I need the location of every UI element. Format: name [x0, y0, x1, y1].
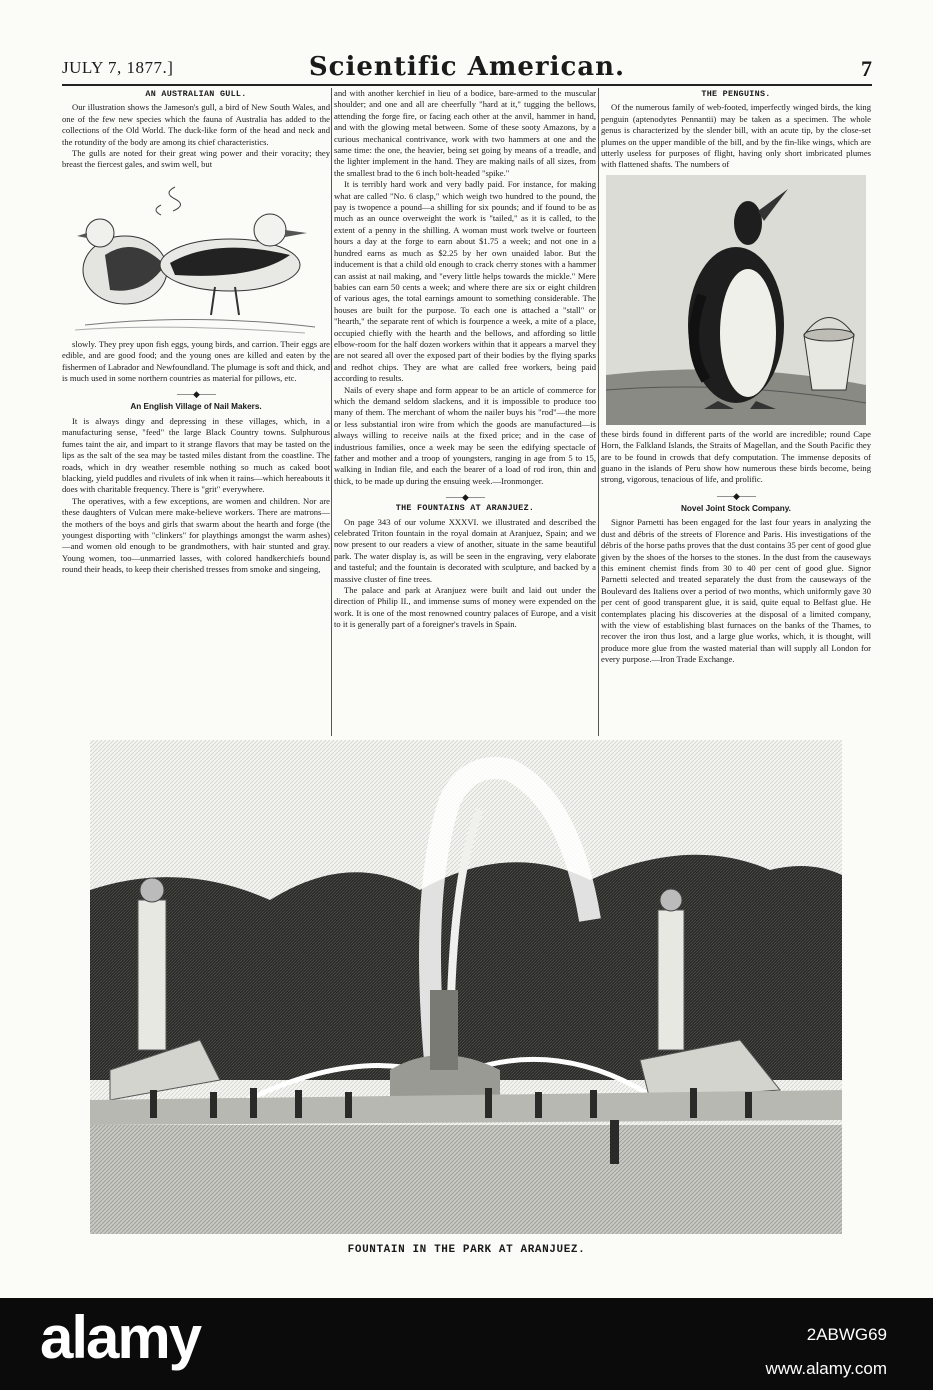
article-heading-penguins: THE PENGUINS.: [701, 89, 771, 99]
article-paragraph: Of the numerous family of web-footed, imperfectly winged birds, the king penguin (aptenodytes Pennantii) may be taken as a specimen. The whole genus is characterized by the slender bill, with an acute tip, by the close-set plumes on the upper mandible of the bill, and by the fin-like wings, which are utterly useless for purposes of flight, having only short imbricated plumes with flattened shafts. The numbers of: [601, 102, 871, 170]
alamy-logo: alamy: [40, 1304, 201, 1371]
penguin-illustration: [606, 175, 866, 425]
article-paragraph: It is terribly hard work and very badly paid. For instance, for making what are called "No. 6 clasp," which weigh two hundred to the pound, the pay is twopence a pound—a shilling for six pounds; and if found to be as much as an ounce overweight the work is "tailed," as it is called, to the extent of a penny in the shilling. A woman must work twelve or fourteen hours a day at the forge to earn about $1.75 a week; and not one in a hundred earns as much as $2.25 by her own unaided labor. But the inducement is that a child old enough to crack cherry stones with a hammer can assist at nail making, and "every little helps towards the mickle." Mere babies can earn 50 cents a week; and where there are six or eight children of various ages, the total earnings amount to something considerable. The houses are built for the purpose. To each one is attached a "stall" or "hearth," the separate rent of which is fourpence a week, a mite of a place, occupied chiefly with the hearth and the bellows, and affording so little elbow-room for the half dozen workers within that it appears a marvel they are not seared all over the exposed part of their bodies by the flying sparks and redhot chips. They are what are called free workers, being paid according to results.: [334, 179, 596, 384]
article-paragraph: Nails of every shape and form appear to be an article of commerce for which the demand seldom slackens, and it is impossible to produce too many of them. The merchant of whom the nailer buys his "rod"—the more or less substantial iron wire from which the goods are manufactured—is always willing to receive nails at the fixed price; and in the case of industrious families, once a week may be seen the edifying spectacle of father and mother and a troop of youngsters, ranging in age from 5 to 15, walking in Indian file, and each the bearer of a load of rod iron, thin and thick, to be made up during the ensuing week.—Ironmonger.: [334, 384, 596, 486]
article-paragraph: and with another kerchief in lieu of a bodice, bare-armed to the muscular shoulder; and one and all are cheerfully "hard at it," tugging the bellows, attending the forge fire, or facing each other at the anvil, hammer in hand, and with the glowing metal between. Some of these sooty Amazons, by a curious mechanical contrivance, work with two hammers at one and the same time: the one, the heavier, being set going by means of a treadle, and the lighter implement in the hand. They are making nails of all sizes, from the smallest brad to the 6 inch bolt-headed "spike.": [334, 88, 596, 178]
article-paragraph: On page 343 of our volume XXXVI. we illustrated and described the celebrated Triton fountain in the royal domain at Aranjuez, Spain; and we now present to our readers a view of another, situate in the same beautiful park. The water display is, as will be seen in the engraving, very elaborate and tasteful; and the fountain is decorated with sculpture, and backed by a massive cluster of fine trees.: [334, 516, 596, 584]
article-paragraph: The palace and park at Aranjuez were built and laid out under the direction of Philip II., and immense sums of money were expended on the work. It is one of the most renowned country palaces of Europe, and a visit to it is generally part of a foreigner's travels in Spain.: [334, 585, 596, 630]
stock-site-url: www.alamy.com: [765, 1359, 887, 1378]
article-heading-fountains: THE FOUNTAINS AT ARANJUEZ.: [395, 503, 535, 514]
masthead-rule: [62, 84, 872, 86]
section-separator: ——◆——: [446, 492, 484, 503]
fountain-engraving: [90, 740, 842, 1234]
column-1: [62, 88, 330, 576]
article-paragraph: The operatives, with a few exceptions, are women and children. Nor are these daughters of Vulcan mere make-believe workers. There are matrons—the mothers of the boys and girls that swarm about the hearth and forge (the youngest disporting with "clinkers" for playthings amongst the warm ashes)—and women old enough to be grandmothers, with hair stunted and gray. Young women, too—unmarried lasses, with colored handkerchiefs bound round their heads, to keep their cherished tresses from smoke and singeing,: [62, 495, 330, 575]
article-paragraph: slowly. They prey upon fish eggs, young birds, and carrion. Their eggs are edible, and are good food; and the young ones are killed and eaten by the fishermen of Labrador and Newfoundland. The plumage is soft and thick, and is much used in some northern countries as material for pillows, etc.: [62, 338, 330, 384]
column-2: [334, 88, 596, 631]
section-separator: ——◆——: [717, 490, 755, 501]
article-heading-joint-stock: Novel Joint Stock Company.: [681, 503, 791, 513]
column-divider: [598, 88, 599, 736]
issue-date: JULY 7, 1877.]: [62, 58, 174, 77]
page-number: 7: [861, 56, 872, 81]
section-separator: ——◆——: [177, 389, 215, 400]
article-heading-gull: AN AUSTRALIAN GULL.: [145, 89, 247, 99]
article-paragraph: The gulls are noted for their great wing power and their voracity; they breast the fiercest gales, and swim well, but: [62, 148, 330, 170]
publication-title: Scientific American.: [308, 52, 626, 82]
article-paragraph: these birds found in different parts of the world are incredible; round Cape Horn, the Falkland Islands, the Straits of Magellan, and the South Pacific they are to be found in crowds that defy computation. The immense deposits of guano in the islands of Peru show how numerous these birds become, being strong, vigorous, tenacious of life, and prolific.: [601, 428, 871, 485]
stock-meta: [667, 1318, 887, 1386]
column-3: [601, 88, 871, 666]
column-divider: [331, 88, 332, 736]
gull-illustration: [65, 175, 327, 335]
article-paragraph: It is always dingy and depressing in these villages, which, in a manufacturing sense, "feed" the large Black Country towns. Sulphurous fumes taint the air, and impart to it strange flavors that may be tasted on the lips as the salt of the sea may be tasted miles distant from the coastline. The roads, which in dry weather resemble nothing so much as caked boot blacking, yield puddles and rivulets of ink when it rains—which hereabouts it does with charitable frequency. There is "grit" everywhere.: [62, 415, 330, 495]
article-paragraph: Signor Parnetti has been engaged for the last four years in analyzing the dust and débris of the streets of Florence and Paris. His investigations of the débris of the horse paths proves that the dust contains 35 per cent of good glue given by the shoes of the horses to the stones. In the dust from the causeways this eminent chemist finds from 30 to 40 per cent of good glue. Signor Parnetti selected and treated separately the dust from the causeways of the Boulevard des Italiens over a period of two months, which uniformly gave 30 per cent of good transparent glue, it is said, quite equal to Belfast glue. He contemplates placing his discoveries at the disposal of a limited company, with the view of establishing blast furnaces on the banks of the Thames, to recover the iron thus lost, and a large glue works, which, it is thought, will produce more glue from the wasted material than will supply all London for every purpose.—Iron Trade Exchange.: [601, 517, 871, 665]
image-id: 2ABWG69: [806, 1325, 887, 1344]
masthead: [62, 52, 872, 82]
article-paragraph: Our illustration shows the Jameson's gull, a bird of New South Wales, and one of the few new species which the fauna of Australia has added to the collections of the Old World. The duck-like form of the head and neck and the rotundity of the body are among its chief characteristics.: [62, 102, 330, 147]
article-heading-nail-makers: An English Village of Nail Makers.: [130, 402, 262, 412]
figure-caption: FOUNTAIN IN THE PARK AT ARANJUEZ.: [347, 1244, 586, 1256]
